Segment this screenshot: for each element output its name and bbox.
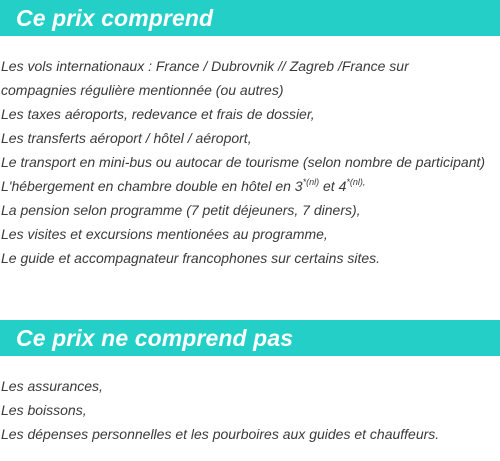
hotel-line-prefix: L'hébergement en chambre double en hôtel en — [1, 178, 295, 194]
list-item: Les visites et excursions mentionées au programme, — [1, 226, 328, 242]
list-item: Les boissons, — [1, 402, 87, 418]
price-excludes-section — [0, 320, 500, 446]
list-item: Les transferts aéroport / hôtel / aéroport, — [1, 130, 252, 146]
price-includes-banner — [0, 0, 500, 36]
list-item: Les taxes aéroports, redevance et frais de dossier, — [1, 106, 315, 122]
price-excludes-list — [0, 374, 500, 446]
hotel-line-middle: et — [319, 178, 339, 194]
price-excludes-title: Ce prix ne comprend pas — [16, 324, 294, 351]
list-item: Le transport en mini-bus ou autocar de tourisme (selon nombre de participant) — [1, 154, 486, 170]
price-includes-title: Ce prix comprend — [16, 4, 214, 31]
hotel-stars-b-note: *(nl), — [346, 177, 366, 187]
list-item: compagnies régulière mentionnée (ou autres) — [1, 82, 284, 98]
price-excludes-banner — [0, 320, 500, 356]
list-item: Les assurances, — [1, 378, 103, 394]
list-item: Les vols internationaux : France / Dubrovnik // Zagreb /France sur — [1, 58, 409, 74]
list-item: Le guide et accompagnateur francophones sur certains sites. — [1, 250, 381, 266]
price-includes-list — [0, 54, 500, 270]
list-item: Les dépenses personnelles et les pourboires aux guides et chauffeurs. — [1, 426, 440, 442]
list-item: La pension selon programme (7 petit déjeuners, 7 diners), — [1, 202, 361, 218]
hotel-stars-b: 4 — [338, 178, 347, 194]
hotel-stars-a-note: *(nl) — [302, 177, 320, 187]
hotel-line — [0, 174, 500, 198]
hotel-stars-a: 3 — [294, 178, 303, 194]
